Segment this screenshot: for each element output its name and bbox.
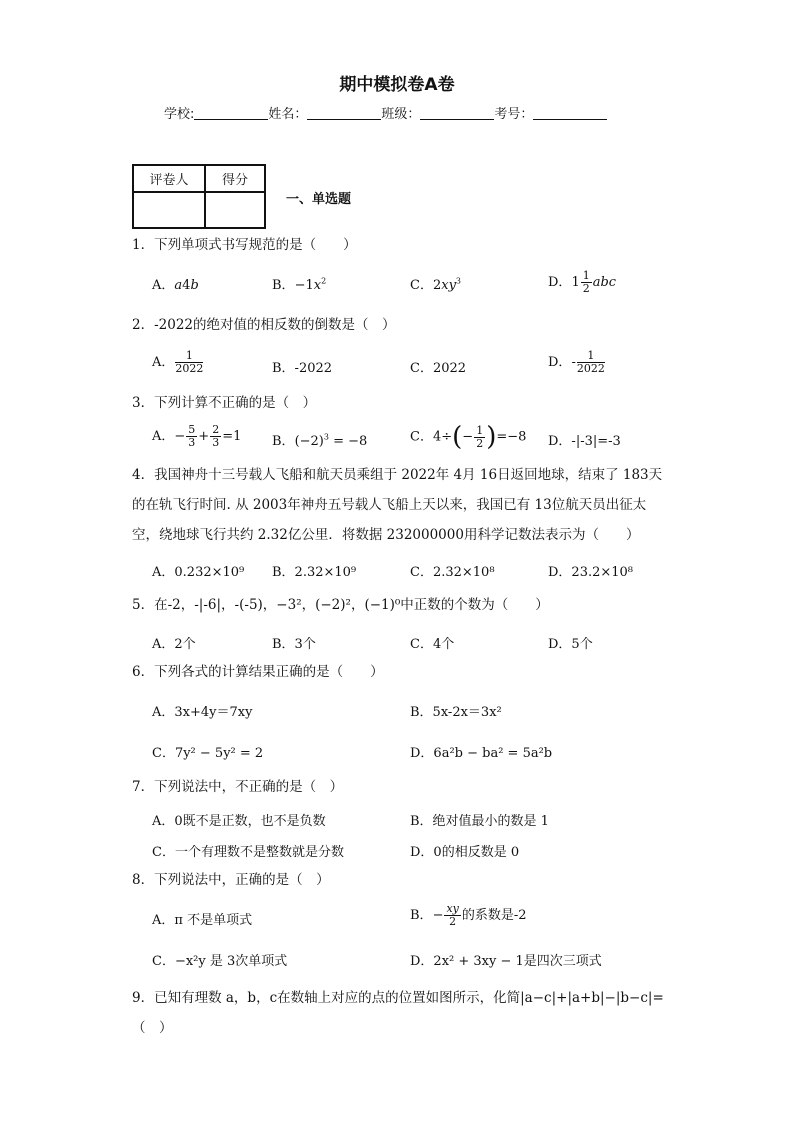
class-label: 班级： bbox=[381, 107, 421, 122]
option-b[interactable]: B．$-1x^2$ bbox=[272, 276, 327, 293]
option-b[interactable]: B．-2022 bbox=[272, 361, 333, 376]
option-d[interactable]: D．2x² + 3xy − 1是四次三项式 bbox=[410, 954, 602, 969]
option-b[interactable]: B．− $\frac{xy}{2}$ 的系数是-2 bbox=[410, 902, 527, 928]
question-stem: 1．下列单项式书写规范的是（ ） bbox=[132, 237, 357, 253]
option-c[interactable]: C．4÷(− $\frac{1}{2}$ )=−8 bbox=[410, 422, 527, 452]
school-blank[interactable] bbox=[194, 106, 268, 120]
option-c[interactable]: C．2022 bbox=[410, 361, 467, 376]
option-d[interactable]: D．-|-3|=-3 bbox=[548, 434, 621, 449]
question-stem: 2．-2022的绝对值的相反数的倒数是（ ） bbox=[132, 317, 396, 333]
section-title: 一、单选题 bbox=[286, 192, 352, 207]
option-b[interactable]: B．3个 bbox=[272, 637, 316, 652]
option-b[interactable]: B．绝对值最小的数是 1 bbox=[410, 814, 549, 829]
option-a[interactable]: A．π 不是单项式 bbox=[152, 913, 253, 928]
school-label: 学校: bbox=[164, 107, 195, 122]
option-c[interactable]: C．一个有理数不是整数就是分数 bbox=[152, 845, 344, 860]
question-stem: 8．下列说法中，正确的是（ ） bbox=[132, 872, 330, 888]
question-stem: 7．下列说法中，不正确的是（ ） bbox=[132, 779, 344, 795]
name-label: 姓名： bbox=[268, 107, 308, 122]
option-b[interactable]: B．$(-2)^3 = -8$ bbox=[272, 432, 368, 449]
option-c[interactable]: C．7y² − 5y² = 2 bbox=[152, 746, 264, 761]
option-a[interactable]: A．0.232×10⁹ bbox=[152, 565, 245, 580]
option-a[interactable]: A．0既不是正数，也不是负数 bbox=[152, 814, 326, 829]
grader-table bbox=[132, 164, 266, 229]
option-b[interactable]: B．2.32×10⁹ bbox=[272, 565, 357, 580]
option-c[interactable]: C．−x²y 是 3次单项式 bbox=[152, 954, 288, 969]
grader-cell[interactable] bbox=[133, 192, 205, 228]
number-label: 考号： bbox=[494, 107, 534, 122]
option-d[interactable]: D．0的相反数是 0 bbox=[410, 845, 520, 860]
option-d[interactable]: D．1 $\frac{1}{2}$ abc bbox=[548, 269, 617, 295]
score-cell[interactable] bbox=[205, 192, 265, 228]
question-stem: 6．下列各式的计算结果正确的是（ ） bbox=[132, 664, 384, 680]
option-d[interactable]: D．- $\frac{1}{2022}$ bbox=[548, 349, 605, 375]
class-blank[interactable] bbox=[420, 106, 494, 120]
option-c[interactable]: C．4个 bbox=[410, 637, 455, 652]
option-c[interactable]: C．2.32×10⁸ bbox=[410, 565, 495, 580]
question-stem: 5．在-2，-|-6|，-(-5)，−3²，(−2)²，(−1)⁰中正数的个数为（ ） bbox=[132, 597, 549, 613]
score-header: 得分 bbox=[205, 165, 265, 192]
option-b[interactable]: B．5x-2x＝3x² bbox=[410, 705, 502, 720]
option-c[interactable]: C．$2xy^3$ bbox=[410, 276, 462, 293]
question-stem: 3．下列计算不正确的是（ ） bbox=[132, 395, 317, 411]
option-a[interactable]: A．3x+4y＝7xy bbox=[152, 705, 253, 720]
number-blank[interactable] bbox=[533, 106, 607, 120]
question-stem: 9．已知有理数 a，b，c在数轴上对应的点的位置如图所示，化简|a−c|+|a+b|−|b−c|=（ ） bbox=[132, 990, 664, 1036]
option-d[interactable]: D．5个 bbox=[548, 637, 593, 652]
question-stem: 4．我国神舟十三号载人飞船和航天员乘组于 2022年 4月 16日返回地球，结束了 183天的在轨飞行时间. 从 2003年神舟五号载人飞船上天以来，我国已有 13位航天员出征太空，绕地球飞行共约 2.32亿公里．将数据 232000000用科学记数法表示为（ ） bbox=[132, 467, 663, 543]
page-title: 期中模拟卷A卷 bbox=[339, 75, 455, 95]
grader-header: 评卷人 bbox=[133, 165, 205, 192]
student-info-line bbox=[164, 103, 644, 122]
option-a[interactable]: A． $\frac{1}{2022}$ bbox=[152, 349, 204, 375]
option-a[interactable]: A．2个 bbox=[152, 637, 196, 652]
option-d[interactable]: D．6a²b − ba² = 5a²b bbox=[410, 746, 553, 761]
option-a[interactable]: A．− $\frac{5}{3}$ + $\frac{2}{3}$ =1 bbox=[152, 423, 242, 449]
option-a[interactable]: A．a4b bbox=[152, 278, 199, 293]
option-d[interactable]: D．23.2×10⁸ bbox=[548, 565, 634, 580]
name-blank[interactable] bbox=[307, 106, 381, 120]
